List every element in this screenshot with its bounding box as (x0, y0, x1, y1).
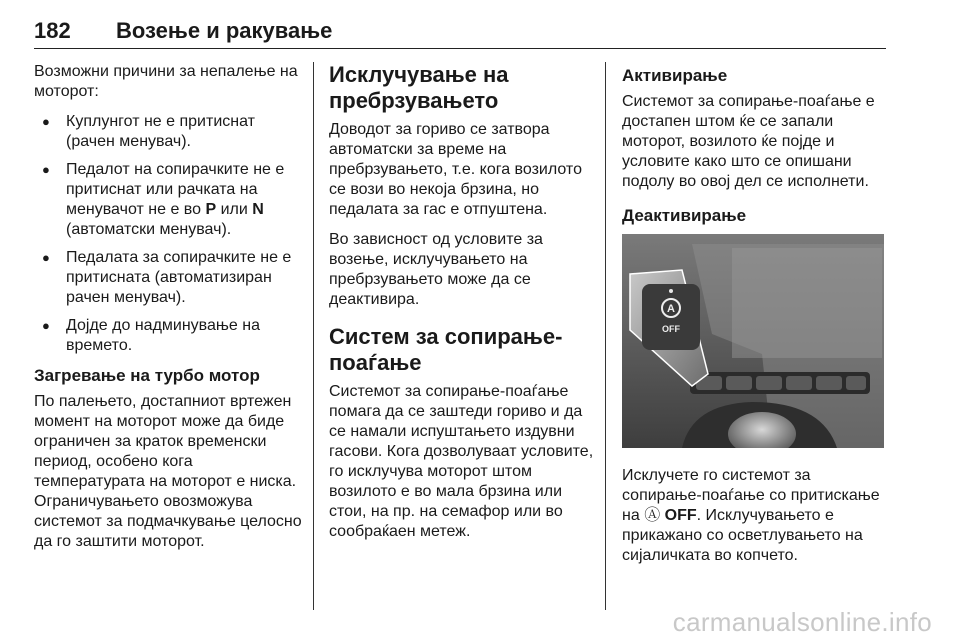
overrun-heading: Исклучување на пребрзувањето (329, 62, 509, 113)
stop-start-text: Системот за сопирање-поаѓање помага да се заштеди гориво и да се намали испуштањето издувни гасови. Кога дозволуваат условите, го исклучува моторот штом возилото е во мала брзина или стои, на пр. на семафор или во сообраќаен метеж. (329, 383, 594, 540)
turbo-text: По палењето, достапниот вртежен момент на моторот може да биде ограничен за краток временски период, особено кога температурата на моторот е ниска. Ограничувањето овозможува системот за подмачкување целосно да го заштити моторот. (34, 393, 302, 550)
column-left (34, 62, 304, 562)
list-item: ● Педалата за сопирачките не е притисната (автоматизиран рачен менувач). (34, 248, 304, 308)
gear-n-label: N (252, 201, 264, 218)
activation-heading: Активирање (622, 66, 728, 85)
page-number: 182 (34, 18, 71, 43)
deactivation-text-pre: Исклучете го системот за сопирање-поаѓање со притискање на (622, 467, 880, 524)
column-divider (313, 62, 314, 610)
deactivation-heading: Деактивирање (622, 206, 747, 225)
header-divider (34, 48, 886, 49)
or-text: или (220, 201, 248, 218)
section-title: Возење и ракување (116, 18, 333, 43)
overrun-text-2: Во зависност од условите за возење, исклучувањето на пребрзувањето може да се деактивира. (329, 231, 543, 308)
list-item-text: Педалот на сопирачките не е притиснат или рачката на менувачот не е во (66, 161, 285, 218)
a-symbol-icon: A (667, 303, 675, 315)
activation-text: Системот за сопирање-поаѓање е достапен штом ќе се запали моторот, возилото ќе појде и условите како што се опишани подолу во овој дел се исполнети. (622, 93, 875, 190)
gear-p-label: P (205, 201, 217, 218)
list-item: ● Дојде до надминување на времето. (34, 316, 304, 356)
button-off-label: OFF (662, 324, 680, 334)
stop-start-heading: Систем за сопирање-поаѓање (329, 324, 563, 375)
watermark: carmanualsonline.info (672, 607, 932, 637)
list-item: ● Куплунгот не е притиснат (рачен менувач). (34, 112, 304, 152)
causes-list (34, 112, 304, 356)
turbo-heading: Загревање на турбо мотор (34, 366, 260, 385)
deactivation-text-post: . Исклучувањето е прикажано со осветлувањето на сијаличката во копчето. (622, 507, 863, 564)
a-off-symbol-icon: Ⓐ (644, 507, 661, 524)
column-right (622, 62, 888, 576)
off-label: OFF (664, 507, 697, 524)
column-middle (329, 62, 594, 552)
list-item (34, 160, 304, 240)
deactivation-text (622, 466, 888, 566)
overrun-text: Доводот за гориво се затвора автоматски за време на пребрзувањето, т.е. кога возилото се вози во некоја брзина, но педалата за гас е отпуштена. (329, 121, 582, 218)
stop-start-button-photo (622, 234, 884, 448)
intro-text: Возможни причини за непалење на моторот: (34, 63, 298, 100)
list-item-tail: (автоматски менувач). (66, 221, 232, 238)
column-divider (605, 62, 606, 610)
